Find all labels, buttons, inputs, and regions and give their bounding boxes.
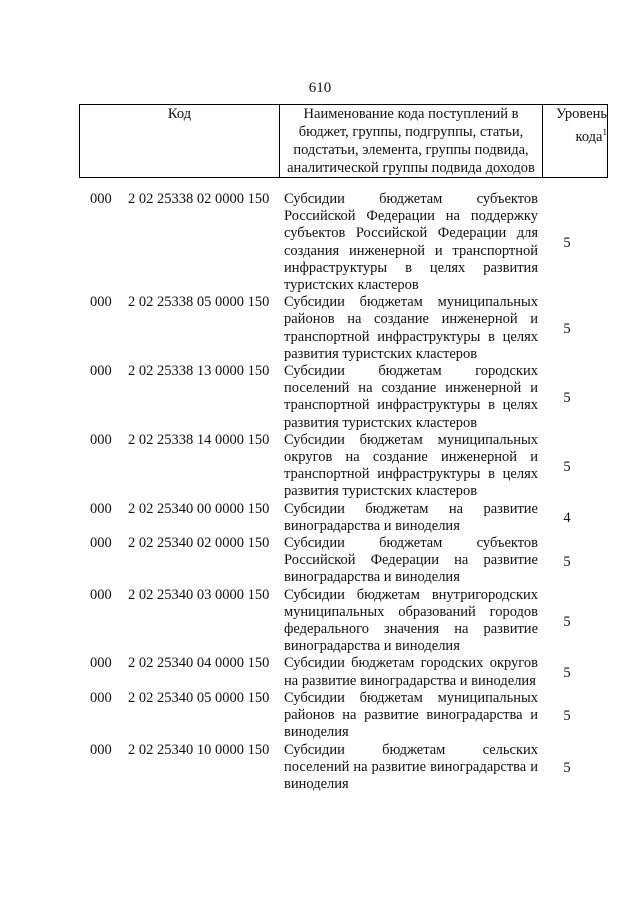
table-row [0,432,640,501]
row-level: 5 [563,553,571,570]
table-header [79,104,608,178]
row-name: Субсидии бюджетам субъектов Российской Федерации на развитие виноградарства и виноделия [284,535,538,586]
header-name: Наименование кода поступлений в бюджет, группы, подгруппы, статьи, подстатьи, элемента, группы подвида, аналитической группы подвида доходов [280,105,543,178]
row-budget-code: 2 02 25340 03 0000 150 [128,586,270,603]
row-budget-code: 2 02 25338 13 0000 150 [128,363,270,380]
table-row [0,191,640,294]
header-level: Уровень кода [555,106,607,145]
header-code: Код [80,105,280,178]
row-admin-code: 000 [90,741,112,758]
row-level: 4 [563,510,571,527]
row-admin-code: 000 [90,689,112,706]
row-budget-code: 2 02 25340 00 0000 150 [128,500,270,517]
page-number: 610 [308,80,332,96]
row-budget-code: 2 02 25338 14 0000 150 [128,431,270,448]
row-level: 5 [563,760,571,776]
table-row [0,501,640,535]
table-row [0,742,640,794]
header-level-cell [543,105,608,178]
table-row [0,294,640,363]
row-name: Субсидии бюджетам муниципальных районов на создание инженерной и транспортной инфраструктуры в целях развития туристских кластеров [284,294,538,362]
row-admin-code: 000 [90,294,112,311]
row-name: Субсидии бюджетам субъектов Российской Федерации на поддержку субъектов Российской Федерации для создания инженерной и транспортной инфраструктуры в целях развития туристских кластеров [284,191,538,294]
table-row [0,363,640,432]
table-row [0,690,640,742]
header-level-footnote: 1 [602,127,607,137]
row-name: Субсидии бюджетам сельских поселений на развитие виноградарства и виноделия [284,741,538,792]
table-row [0,535,640,587]
row-admin-code: 000 [90,363,112,380]
row-name: Субсидии бюджетам внутригородских муниципальных образований городов федерального значения на развитие виноградарства и виноделия [284,586,538,655]
row-name: Субсидии бюджетам на развитие виноградарства и виноделия [284,500,538,534]
row-level: 5 [563,613,571,630]
row-admin-code: 000 [90,500,112,517]
row-level: 5 [563,664,571,681]
row-level: 5 [563,390,571,407]
row-level: 5 [563,708,571,725]
row-admin-code: 000 [90,655,112,672]
row-level: 5 [563,235,571,251]
row-budget-code: 2 02 25340 04 0000 150 [128,655,270,672]
row-name: Субсидии бюджетам муниципальных районов на развитие виноградарства и виноделия [284,689,538,741]
table-body [0,191,640,793]
table-row [0,587,640,656]
row-name: Субсидии бюджетам городских округов на развитие виноградарства и виноделия [284,655,538,689]
row-admin-code: 000 [90,535,112,552]
row-admin-code: 000 [90,431,112,448]
table-row [0,655,640,689]
row-level: 5 [563,458,571,475]
row-budget-code: 2 02 25340 05 0000 150 [128,689,270,706]
row-admin-code: 000 [90,191,112,207]
row-budget-code: 2 02 25338 05 0000 150 [128,294,270,311]
row-level: 5 [563,321,571,338]
row-admin-code: 000 [90,586,112,603]
row-budget-code: 2 02 25340 02 0000 150 [128,535,270,552]
row-budget-code: 2 02 25338 02 0000 150 [128,191,270,207]
row-name: Субсидии бюджетам муниципальных округов на создание инженерной и транспортной инфраструктуры в целях развития туристских кластеров [284,431,538,500]
row-name: Субсидии бюджетам городских поселений на создание инженерной и транспортной инфраструктуры в целях развития туристских кластеров [284,363,538,431]
row-budget-code: 2 02 25340 10 0000 150 [128,741,270,758]
